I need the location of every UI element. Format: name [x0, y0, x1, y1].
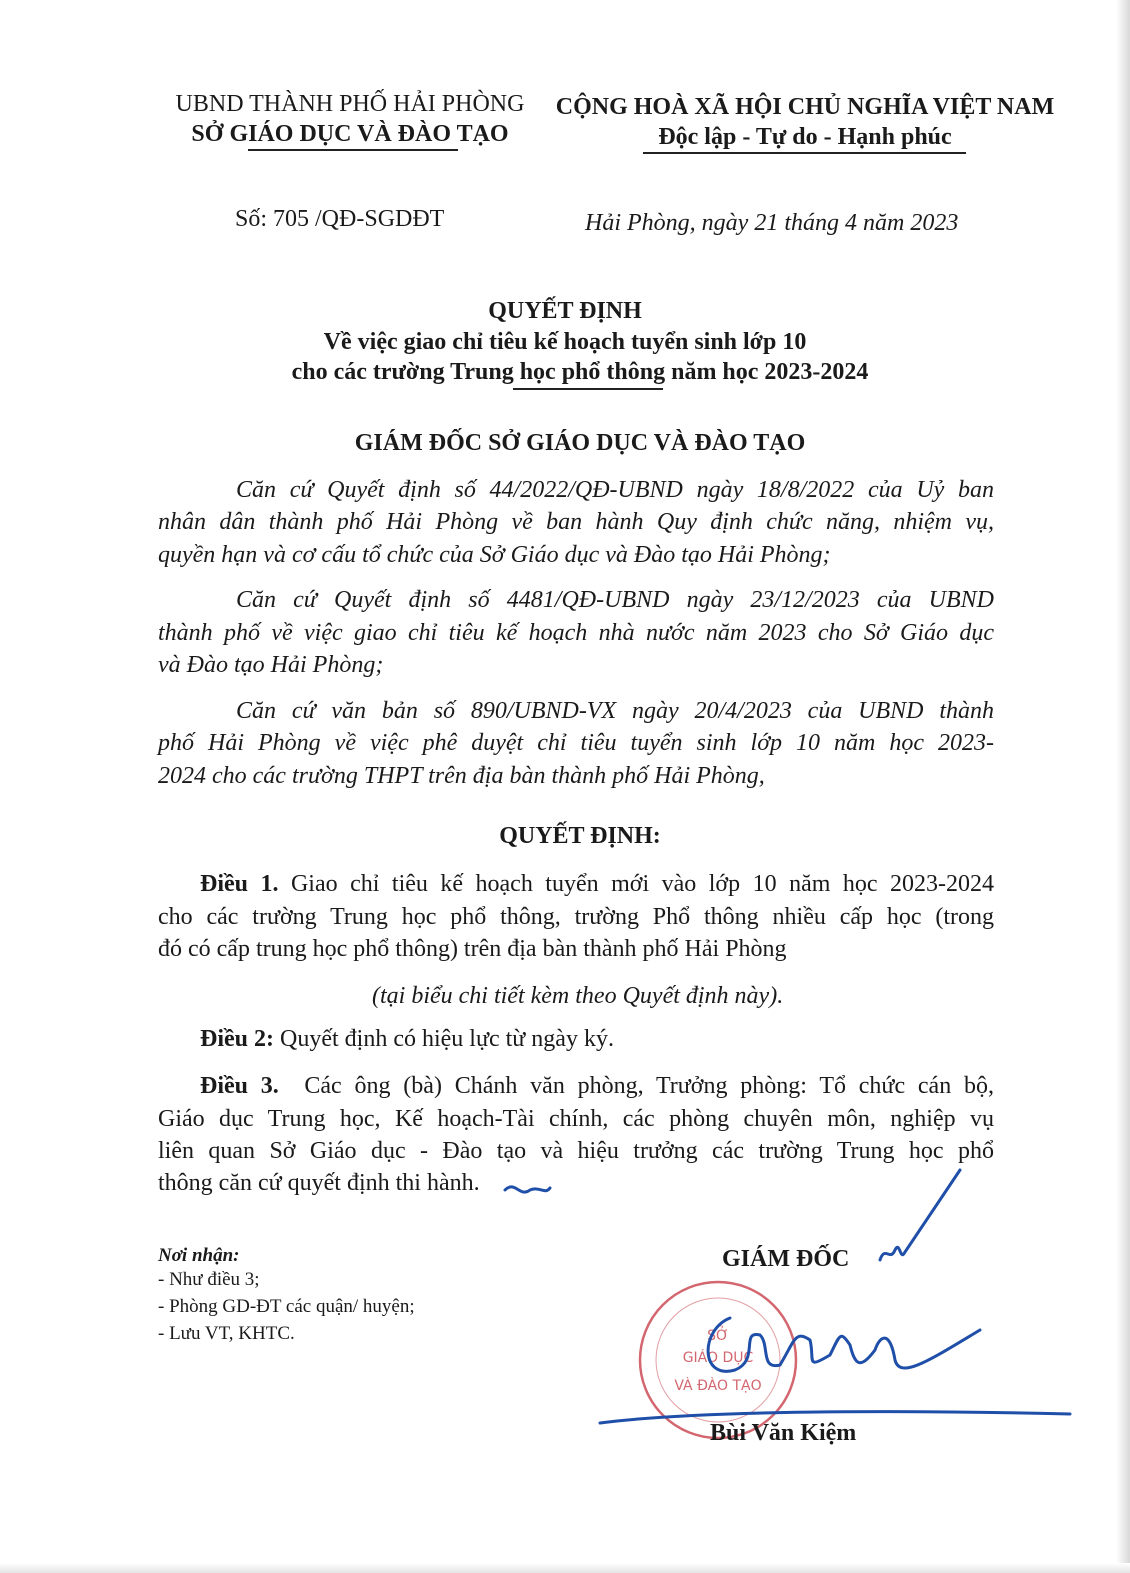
article-1-line-2: cho các trường Trung học phổ thông, trường Phổ thông nhiều cấp học (trong — [158, 904, 994, 930]
svg-text:SỞ: SỞ — [707, 1328, 729, 1344]
agency-name: SỞ GIÁO DỤC VÀ ĐÀO TẠO — [191, 121, 509, 147]
article-3-line-2: Giáo dục Trung học, Kế hoạch-Tài chính, các phòng chuyên môn, nghiệp vụ — [158, 1106, 994, 1132]
national-motto: Độc lập - Tự do - Hạnh phúc — [658, 124, 952, 150]
article-3-line-4: thông căn cứ quyết định thi hành. — [158, 1170, 480, 1196]
article-3-text: Các ông (bà) Chánh văn phòng, Trưởng phòng: Tổ chức cán bộ, — [304, 1073, 994, 1099]
signer-title: GIÁM ĐỐC — [722, 1246, 850, 1272]
basis-1-line-1: Căn cứ Quyết định số 44/2022/QĐ-UBND ngày 18/8/2022 của Uỷ ban — [236, 477, 994, 503]
place-date: Hải Phòng, ngày 21 tháng 4 năm 2023 — [585, 210, 959, 236]
recipient-item: - Như điều 3; — [158, 1269, 260, 1290]
handwritten-signature — [505, 1170, 1070, 1423]
article-3-label: Điều 3. — [200, 1073, 279, 1099]
article-2-label: Điều 2: — [200, 1026, 274, 1052]
article-1-note: (tại biểu chi tiết kèm theo Quyết định này). — [372, 983, 784, 1009]
recipient-item: - Lưu VT, KHTC. — [158, 1323, 295, 1344]
article-1-text: Giao chỉ tiêu kế hoạch tuyển mới vào lớp 10 năm học 2023-2024 — [290, 871, 994, 897]
basis-3-line-1: Căn cứ văn bản số 890/UBND-VX ngày 20/4/2023 của UBND thành — [236, 698, 994, 724]
article-1-line-3: đó có cấp trung học phổ thông) trên địa bàn thành phố Hải Phòng — [158, 936, 787, 962]
document-number: Số: 705 /QĐ-SGDĐT — [235, 206, 445, 232]
svg-text:VÀ ĐÀO TẠO: VÀ ĐÀO TẠO — [674, 1378, 762, 1394]
document-type: QUYẾT ĐỊNH — [488, 298, 642, 324]
recipient-item: - Phòng GD-ĐT các quận/ huyện; — [158, 1296, 415, 1317]
signer-name: Bùi Văn Kiệm — [710, 1420, 857, 1446]
basis-2-line-2: thành phố về việc giao chỉ tiêu kế hoạch nhà nước năm 2023 cho Sở Giáo dục — [158, 620, 994, 646]
document-subject-1: Về việc giao chỉ tiêu kế hoạch tuyển sinh lớp 10 — [323, 329, 807, 355]
basis-2-line-3: và Đào tạo Hải Phòng; — [158, 652, 384, 678]
svg-text:GIÁO DỤC: GIÁO DỤC — [682, 1350, 754, 1366]
agency-parent: UBND THÀNH PHỐ HẢI PHÒNG — [175, 91, 525, 117]
article-3-line-3: liên quan Sở Giáo dục - Đào tạo và hiệu trưởng các trường Trung học phổ — [158, 1138, 994, 1164]
article-1-label: Điều 1. — [200, 871, 279, 897]
decision-heading: QUYẾT ĐỊNH: — [499, 823, 661, 849]
basis-1-line-3: quyền hạn và cơ cấu tổ chức của Sở Giáo dục và Đào tạo Hải Phòng; — [158, 542, 831, 568]
basis-1-line-2: nhân dân thành phố Hải Phòng về ban hành Quy định chức năng, nhiệm vụ, — [158, 509, 994, 535]
authority-heading: GIÁM ĐỐC SỞ GIÁO DỤC VÀ ĐÀO TẠO — [354, 430, 806, 456]
basis-3-line-2: phố Hải Phòng về việc phê duyệt chỉ tiêu tuyển sinh lớp 10 năm học 2023- — [158, 730, 994, 756]
basis-2-line-1: Căn cứ Quyết định số 4481/QĐ-UBND ngày 23/12/2023 của UBND — [236, 587, 994, 613]
basis-3-line-3: 2024 cho các trường THPT trên địa bàn thành phố Hải Phòng, — [158, 763, 765, 789]
document-subject-2: cho các trường Trung học phổ thông năm học 2023-2024 — [291, 359, 869, 385]
article-2-text: Quyết định có hiệu lực từ ngày ký. — [280, 1026, 614, 1052]
recipients-label: Nơi nhận: — [158, 1245, 240, 1266]
national-title: CỘNG HOÀ XÃ HỘI CHỦ NGHĨA VIỆT NAM — [555, 94, 1055, 120]
